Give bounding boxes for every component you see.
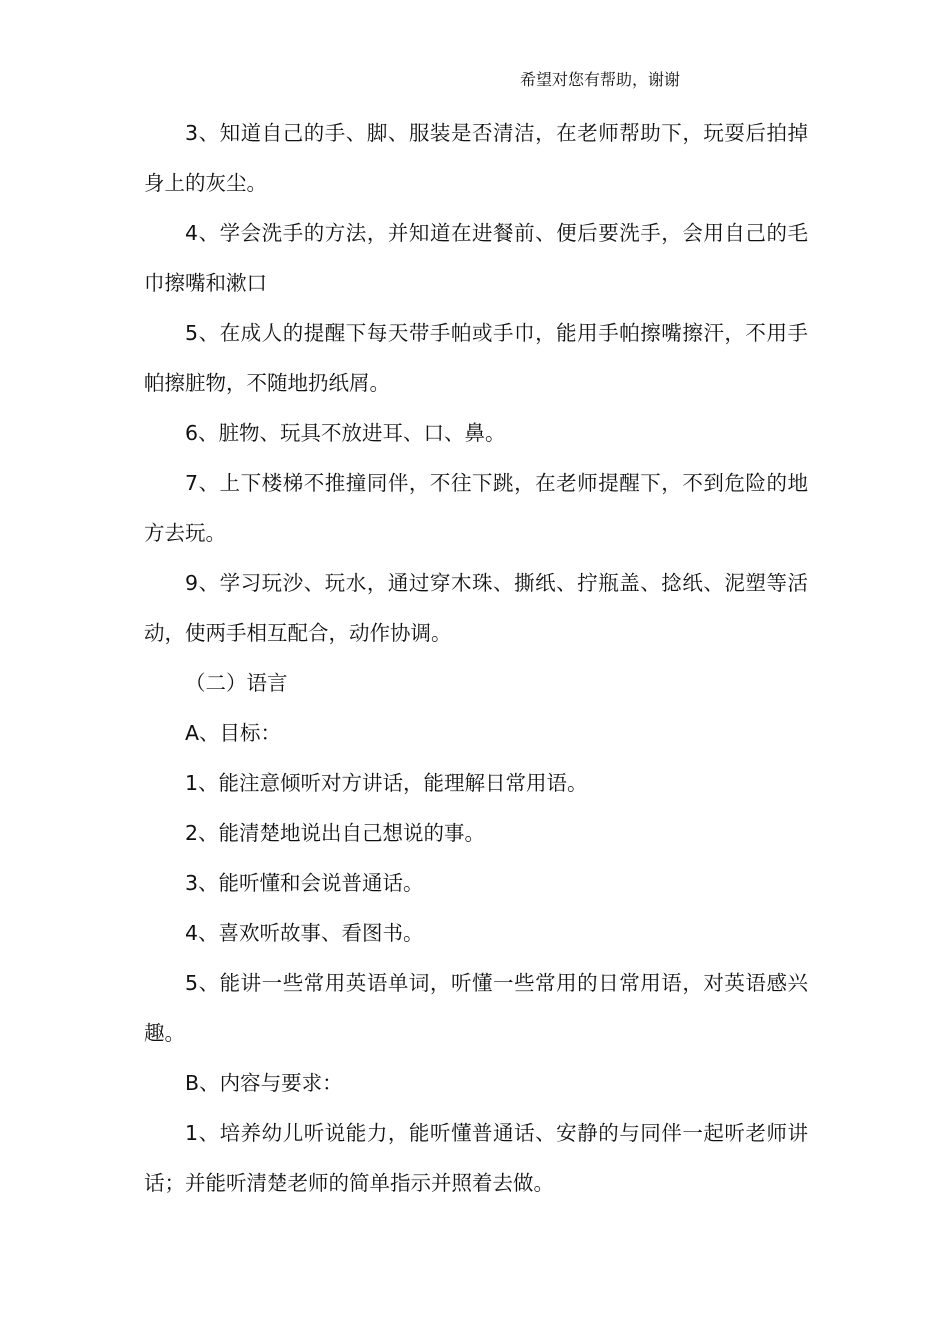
paragraph-motor-item-9: 9、学习玩沙、玩水，通过穿木珠、撕纸、拧瓶盖、捻纸、泥塑等活动，使两手相互配合，动作协调。: [144, 571, 808, 645]
paragraph-requirement-1: 1、培养幼儿听说能力，能听懂普通话、安静的与同伴一起听老师讲话；并能听清楚老师的简单指示并照着去做。: [144, 1121, 808, 1195]
paragraph-hygiene-item-5: 5、在成人的提醒下每天带手帕或手巾，能用手帕擦嘴擦汗，不用手帕擦脏物，不随地扔纸屑。: [144, 321, 808, 395]
paragraph-goal-3: 3、能听懂和会说普通话。: [185, 871, 424, 895]
subheading-content-requirements: B、内容与要求：: [185, 1071, 343, 1095]
page-header: 希望对您有帮助，谢谢: [520, 70, 681, 89]
paragraph-hygiene-item-3: 3、知道自己的手、脚、服装是否清洁，在老师帮助下，玩耍后拍掉身上的灰尘。: [144, 121, 808, 195]
subheading-goals: A、目标：: [185, 721, 282, 745]
document-body: [144, 108, 808, 1208]
paragraph-goal-4: 4、喜欢听故事、看图书。: [185, 921, 424, 945]
paragraph-goal-5: 5、能讲一些常用英语单词，听懂一些常用的日常用语，对英语感兴趣。: [144, 971, 808, 1045]
paragraph-hygiene-item-6: 6、脏物、玩具不放进耳、口、鼻。: [185, 421, 506, 445]
paragraph-goal-1: 1、能注意倾听对方讲话，能理解日常用语。: [185, 771, 588, 795]
paragraph-hygiene-item-4: 4、学会洗手的方法，并知道在进餐前、便后要洗手，会用自己的毛巾擦嘴和漱口: [144, 221, 808, 295]
section-heading-language: （二）语言: [185, 671, 288, 695]
paragraph-safety-item-7: 7、上下楼梯不推撞同伴，不往下跳，在老师提醒下，不到危险的地方去玩。: [144, 471, 808, 545]
paragraph-goal-2: 2、能清楚地说出自己想说的事。: [185, 821, 486, 845]
